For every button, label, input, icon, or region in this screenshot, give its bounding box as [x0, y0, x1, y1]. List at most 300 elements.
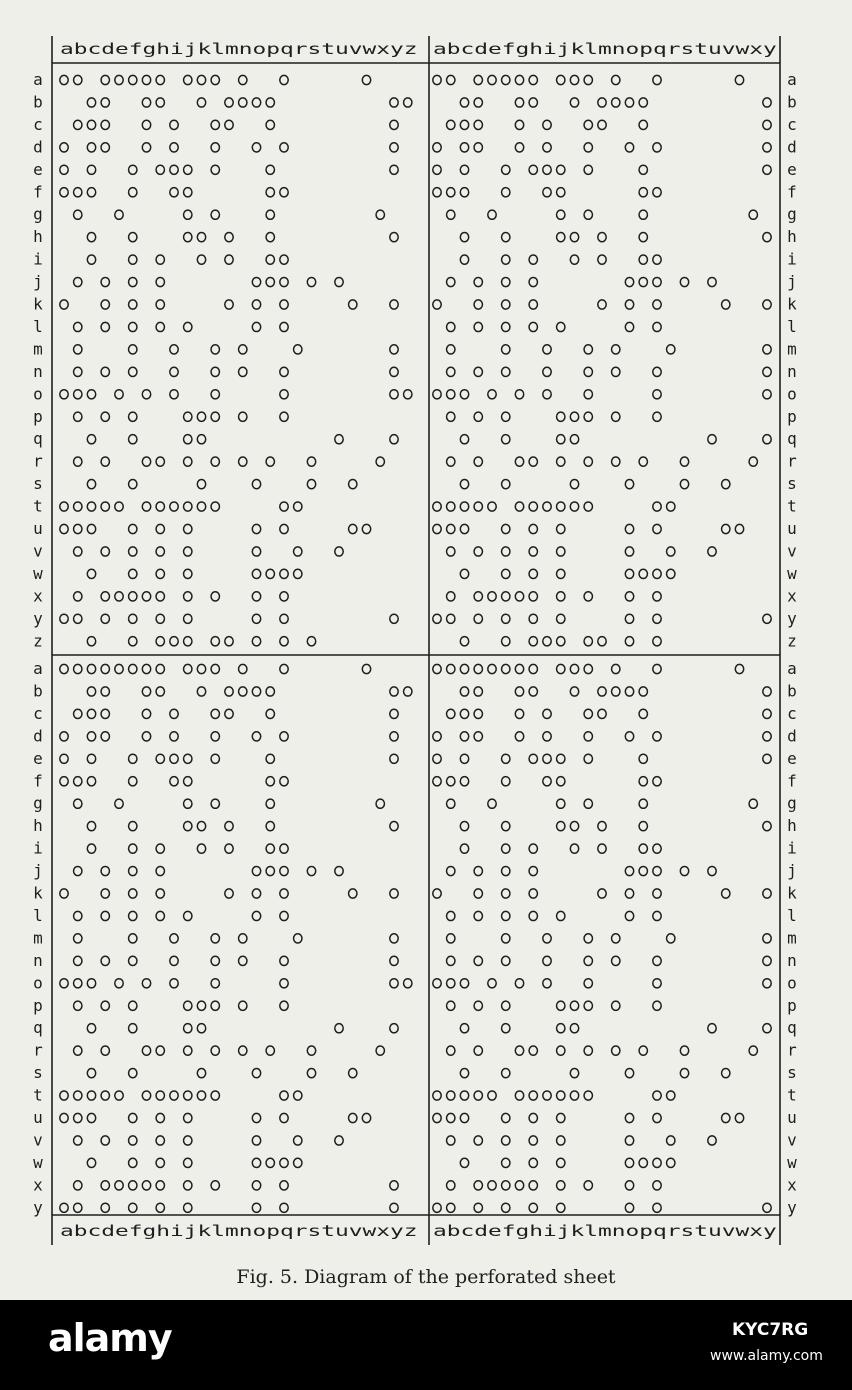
- perforation-hole: [447, 322, 455, 331]
- perforation-hole: [447, 934, 455, 943]
- perforation-hole: [74, 75, 82, 84]
- perforation-hole: [584, 120, 592, 129]
- perforation-hole: [252, 637, 260, 646]
- perforation-hole: [211, 732, 219, 741]
- perforation-hole: [584, 1001, 592, 1010]
- perforation-hole: [307, 866, 315, 875]
- perforation-hole: [639, 1046, 647, 1055]
- perforation-hole: [460, 709, 468, 718]
- perforation-hole: [390, 143, 398, 152]
- perforation-hole: [74, 1181, 82, 1190]
- row-label-right: b: [787, 92, 797, 112]
- perforation-hole: [252, 1158, 260, 1167]
- perforation-hole: [543, 165, 551, 174]
- perforation-hole: [211, 799, 219, 808]
- row-label-left: j: [33, 861, 43, 881]
- perforation-hole: [653, 732, 661, 741]
- perforation-hole: [225, 255, 233, 264]
- perforation-hole: [156, 844, 164, 853]
- perforation-hole: [129, 233, 137, 242]
- perforation-hole: [474, 457, 482, 466]
- perforation-hole: [266, 844, 274, 853]
- perforation-hole: [447, 120, 455, 129]
- perforation-hole: [722, 889, 730, 898]
- perforation-hole: [447, 210, 455, 219]
- perforation-hole: [598, 300, 606, 309]
- row-label-left: s: [33, 1063, 43, 1083]
- perforation-hole: [529, 569, 537, 578]
- perforation-hole: [612, 934, 620, 943]
- perforation-hole: [639, 233, 647, 242]
- perforation-hole: [74, 934, 82, 943]
- perforation-hole: [474, 300, 482, 309]
- row-label-left: h: [33, 227, 43, 247]
- perforation-hole: [447, 799, 455, 808]
- perforation-hole: [129, 435, 137, 444]
- row-label-left: u: [33, 519, 43, 538]
- perforation-hole: [502, 889, 510, 898]
- perforation-hole: [598, 822, 606, 831]
- perforation-hole: [529, 457, 537, 466]
- perforation-hole: [74, 188, 82, 197]
- perforation-hole: [376, 457, 384, 466]
- perforation-hole: [184, 1046, 192, 1055]
- perforation-hole: [488, 75, 496, 84]
- perforation-hole: [447, 592, 455, 601]
- perforation-hole: [570, 844, 578, 853]
- perforation-hole: [129, 754, 137, 763]
- perforation-hole: [156, 569, 164, 578]
- perforation-hole: [129, 1181, 137, 1190]
- perforation-hole: [280, 524, 288, 533]
- perforation-hole: [653, 412, 661, 421]
- perforation-hole: [184, 1113, 192, 1122]
- row-label-right: r: [787, 451, 797, 471]
- perforation-hole: [653, 277, 661, 286]
- row-label-right: v: [787, 541, 797, 561]
- perforation-hole: [447, 277, 455, 286]
- perforation-hole: [252, 1181, 260, 1190]
- perforation-hole: [280, 569, 288, 578]
- perforation-hole: [474, 592, 482, 601]
- perforation-hole: [87, 233, 95, 242]
- perforation-hole: [101, 300, 109, 309]
- perforation-hole: [557, 614, 565, 623]
- perforation-hole: [653, 866, 661, 875]
- perforation-hole: [460, 1091, 468, 1100]
- perforation-hole: [74, 345, 82, 354]
- row-label-left: n: [33, 361, 43, 381]
- perforation-hole: [515, 1091, 523, 1100]
- perforation-hole: [266, 255, 274, 264]
- perforation-hole: [488, 502, 496, 511]
- perforation-hole: [60, 300, 68, 309]
- perforation-hole: [60, 1203, 68, 1212]
- perforation-hole: [280, 1113, 288, 1122]
- perforation-hole: [142, 1181, 150, 1190]
- perforation-hole: [680, 866, 688, 875]
- perforation-hole: [749, 210, 757, 219]
- perforation-hole: [156, 1181, 164, 1190]
- perforation-hole: [211, 75, 219, 84]
- perforation-hole: [502, 956, 510, 965]
- perforation-hole: [667, 1091, 675, 1100]
- perforation-hole: [156, 165, 164, 174]
- perforation-hole: [266, 777, 274, 786]
- perforation-hole: [447, 345, 455, 354]
- perforation-hole: [763, 367, 771, 376]
- perforation-hole: [625, 687, 633, 696]
- perforation-hole: [515, 1181, 523, 1190]
- perforation-hole: [543, 934, 551, 943]
- perforation-hole: [557, 1181, 565, 1190]
- perforation-hole: [74, 412, 82, 421]
- perforation-hole: [639, 457, 647, 466]
- perforation-hole: [543, 637, 551, 646]
- perforation-hole: [612, 412, 620, 421]
- perforation-hole: [211, 165, 219, 174]
- perforation-hole: [598, 637, 606, 646]
- perforation-hole: [543, 188, 551, 197]
- perforation-hole: [280, 1001, 288, 1010]
- perforation-hole: [266, 120, 274, 129]
- perforation-hole: [266, 569, 274, 578]
- perforation-hole: [87, 502, 95, 511]
- perforation-hole: [447, 390, 455, 399]
- perforation-hole: [763, 300, 771, 309]
- perforation-hole: [156, 75, 164, 84]
- row-label-left: r: [33, 1040, 43, 1060]
- perforation-hole: [294, 569, 302, 578]
- perforation-hole: [502, 480, 510, 489]
- perforation-hole: [266, 188, 274, 197]
- perforation-hole: [170, 637, 178, 646]
- perforation-hole: [184, 1158, 192, 1167]
- perforation-hole: [598, 233, 606, 242]
- perforation-hole: [280, 911, 288, 920]
- perforation-hole: [252, 732, 260, 741]
- perforation-hole: [502, 524, 510, 533]
- perforation-hole: [529, 637, 537, 646]
- perforation-hole: [460, 524, 468, 533]
- perforation-hole: [87, 687, 95, 696]
- perforation-hole: [474, 1091, 482, 1100]
- perforation-hole: [184, 822, 192, 831]
- perforation-hole: [653, 322, 661, 331]
- perforation-hole: [433, 390, 441, 399]
- perforation-hole: [460, 502, 468, 511]
- perforation-hole: [197, 822, 205, 831]
- row-label-left: o: [33, 384, 43, 404]
- perforation-hole: [488, 1091, 496, 1100]
- perforation-hole: [197, 687, 205, 696]
- perforation-hole: [598, 98, 606, 107]
- perforation-hole: [708, 1136, 716, 1145]
- perforation-hole: [156, 911, 164, 920]
- row-label-left: p: [33, 995, 43, 1015]
- row-label-right: l: [787, 316, 797, 336]
- perforation-hole: [280, 322, 288, 331]
- perforation-hole: [74, 592, 82, 601]
- perforation-hole: [170, 934, 178, 943]
- perforation-hole: [142, 732, 150, 741]
- perforation-hole: [115, 75, 123, 84]
- perforation-hole: [280, 592, 288, 601]
- row-label-right: n: [787, 361, 797, 381]
- row-label-left: c: [33, 114, 43, 134]
- perforation-hole: [474, 120, 482, 129]
- row-label-left: m: [33, 339, 43, 359]
- perforation-hole: [460, 979, 468, 988]
- perforation-hole: [625, 866, 633, 875]
- perforation-hole: [349, 524, 357, 533]
- perforation-hole: [529, 866, 537, 875]
- perforation-hole: [584, 210, 592, 219]
- perforation-hole: [87, 435, 95, 444]
- perforation-hole: [74, 709, 82, 718]
- perforation-hole: [115, 210, 123, 219]
- perforation-hole: [87, 777, 95, 786]
- row-label-left: a: [33, 659, 43, 678]
- perforation-hole: [557, 457, 565, 466]
- perforation-hole: [390, 732, 398, 741]
- perforation-hole: [280, 979, 288, 988]
- perforation-hole: [156, 1091, 164, 1100]
- perforation-hole: [749, 1046, 757, 1055]
- perforation-hole: [447, 956, 455, 965]
- perforation-hole: [156, 866, 164, 875]
- perforation-hole: [570, 1001, 578, 1010]
- row-label-right: t: [787, 1085, 797, 1105]
- perforation-hole: [390, 956, 398, 965]
- perforation-hole: [433, 165, 441, 174]
- perforation-hole: [639, 277, 647, 286]
- perforation-hole: [529, 1091, 537, 1100]
- perforation-hole: [74, 322, 82, 331]
- perforation-hole: [101, 1136, 109, 1145]
- perforation-hole: [211, 956, 219, 965]
- perforation-hole: [529, 1181, 537, 1190]
- perforation-hole: [252, 547, 260, 556]
- row-label-right: i: [787, 838, 797, 858]
- perforation-hole: [570, 480, 578, 489]
- perforation-hole: [184, 777, 192, 786]
- row-label-left: g: [33, 204, 43, 224]
- perforation-hole: [570, 664, 578, 673]
- perforation-hole: [197, 844, 205, 853]
- perforation-hole: [184, 911, 192, 920]
- perforation-hole: [252, 592, 260, 601]
- perforation-hole: [570, 502, 578, 511]
- perforation-hole: [763, 233, 771, 242]
- perforation-hole: [653, 664, 661, 673]
- perforation-hole: [197, 480, 205, 489]
- row-label-right: t: [787, 496, 797, 516]
- row-label-right: o: [787, 384, 797, 404]
- row-label-left: m: [33, 928, 43, 948]
- row-label-right: m: [787, 928, 797, 948]
- perforation-hole: [460, 687, 468, 696]
- perforation-hole: [722, 300, 730, 309]
- perforation-hole: [390, 120, 398, 129]
- row-label-right: h: [787, 227, 797, 247]
- perforation-hole: [639, 98, 647, 107]
- perforation-hole: [129, 1069, 137, 1078]
- perforation-hole: [474, 664, 482, 673]
- perforation-hole: [557, 1158, 565, 1167]
- row-label-right: p: [787, 995, 797, 1015]
- perforation-hole: [570, 1069, 578, 1078]
- row-label-left: d: [33, 137, 43, 157]
- perforation-hole: [184, 547, 192, 556]
- perforation-hole: [557, 754, 565, 763]
- perforation-hole: [460, 569, 468, 578]
- perforation-hole: [529, 165, 537, 174]
- perforation-hole: [294, 1158, 302, 1167]
- perforation-hole: [584, 732, 592, 741]
- perforation-hole: [129, 777, 137, 786]
- perforation-hole: [239, 367, 247, 376]
- perforation-hole: [211, 1046, 219, 1055]
- perforation-hole: [184, 75, 192, 84]
- row-label-right: m: [787, 339, 797, 359]
- perforation-hole: [763, 956, 771, 965]
- perforation-hole: [280, 390, 288, 399]
- perforation-hole: [115, 1091, 123, 1100]
- row-label-right: k: [787, 883, 797, 903]
- perforation-hole: [101, 732, 109, 741]
- perforation-hole: [570, 233, 578, 242]
- perforation-hole: [129, 367, 137, 376]
- row-label-left: q: [33, 429, 43, 449]
- perforation-hole: [115, 390, 123, 399]
- perforation-hole: [184, 1203, 192, 1212]
- perforation-hole: [87, 98, 95, 107]
- perforation-hole: [460, 255, 468, 264]
- perforation-hole: [529, 664, 537, 673]
- perforation-hole: [87, 1024, 95, 1033]
- perforation-hole: [763, 165, 771, 174]
- perforation-hole: [225, 120, 233, 129]
- perforation-hole: [74, 367, 82, 376]
- perforation-hole: [74, 524, 82, 533]
- perforation-hole: [447, 777, 455, 786]
- perforation-hole: [639, 754, 647, 763]
- perforation-hole: [87, 709, 95, 718]
- perforation-hole: [584, 754, 592, 763]
- perforation-hole: [74, 1091, 82, 1100]
- perforation-hole: [474, 1136, 482, 1145]
- perforation-hole: [763, 732, 771, 741]
- perforation-hole: [60, 614, 68, 623]
- perforation-hole: [266, 98, 274, 107]
- perforation-hole: [280, 367, 288, 376]
- perforation-hole: [349, 1113, 357, 1122]
- perforation-hole: [460, 480, 468, 489]
- perforation-hole: [156, 1203, 164, 1212]
- perforation-hole: [74, 1001, 82, 1010]
- perforation-hole: [142, 143, 150, 152]
- perforation-hole: [390, 822, 398, 831]
- perforation-hole: [197, 98, 205, 107]
- perforation-hole: [239, 687, 247, 696]
- perforation-hole: [763, 345, 771, 354]
- perforation-hole: [653, 844, 661, 853]
- perforation-hole: [87, 569, 95, 578]
- row-label-left: p: [33, 406, 43, 426]
- perforation-hole: [184, 412, 192, 421]
- perforation-hole: [252, 889, 260, 898]
- perforation-hole: [184, 210, 192, 219]
- perforation-hole: [447, 524, 455, 533]
- row-label-right: s: [787, 1063, 797, 1083]
- perforation-hole: [488, 592, 496, 601]
- perforation-hole: [557, 547, 565, 556]
- perforation-hole: [280, 502, 288, 511]
- perforation-hole: [184, 637, 192, 646]
- perforation-hole: [60, 188, 68, 197]
- perforation-hole: [460, 822, 468, 831]
- perforation-hole: [557, 592, 565, 601]
- row-label-left: f: [33, 771, 43, 791]
- perforation-hole: [87, 637, 95, 646]
- perforation-hole: [502, 911, 510, 920]
- perforation-hole: [502, 188, 510, 197]
- perforation-hole: [239, 956, 247, 965]
- perforation-hole: [653, 188, 661, 197]
- perforation-hole: [252, 524, 260, 533]
- perforation-hole: [101, 911, 109, 920]
- perforation-hole: [404, 687, 412, 696]
- perforation-hole: [101, 457, 109, 466]
- perforation-hole: [252, 1136, 260, 1145]
- perforation-hole: [502, 547, 510, 556]
- perforation-hole: [488, 390, 496, 399]
- perforation-hole: [625, 98, 633, 107]
- perforation-hole: [447, 367, 455, 376]
- perforation-hole: [653, 592, 661, 601]
- perforation-hole: [129, 956, 137, 965]
- perforation-hole: [156, 1136, 164, 1145]
- perforation-hole: [460, 165, 468, 174]
- perforation-hole: [502, 1001, 510, 1010]
- perforation-hole: [252, 1113, 260, 1122]
- perforation-hole: [735, 75, 743, 84]
- perforation-hole: [474, 614, 482, 623]
- perforation-hole: [142, 98, 150, 107]
- perforation-hole: [211, 709, 219, 718]
- row-label-left: y: [33, 1197, 43, 1217]
- row-label-right: x: [787, 586, 797, 606]
- perforation-hole: [460, 188, 468, 197]
- perforation-hole: [557, 435, 565, 444]
- perforation-hole: [502, 664, 510, 673]
- watermark-brand: alamy: [48, 1316, 172, 1360]
- perforation-hole: [763, 754, 771, 763]
- perforation-hole: [74, 614, 82, 623]
- perforation-hole: [211, 664, 219, 673]
- perforation-hole: [570, 1091, 578, 1100]
- perforation-hole: [129, 75, 137, 84]
- perforation-hole: [529, 322, 537, 331]
- perforation-hole: [129, 664, 137, 673]
- perforation-hole: [625, 1069, 633, 1078]
- perforation-hole: [474, 687, 482, 696]
- perforation-hole: [557, 911, 565, 920]
- perforation-hole: [667, 1158, 675, 1167]
- perforation-hole: [584, 75, 592, 84]
- perforation-hole: [433, 188, 441, 197]
